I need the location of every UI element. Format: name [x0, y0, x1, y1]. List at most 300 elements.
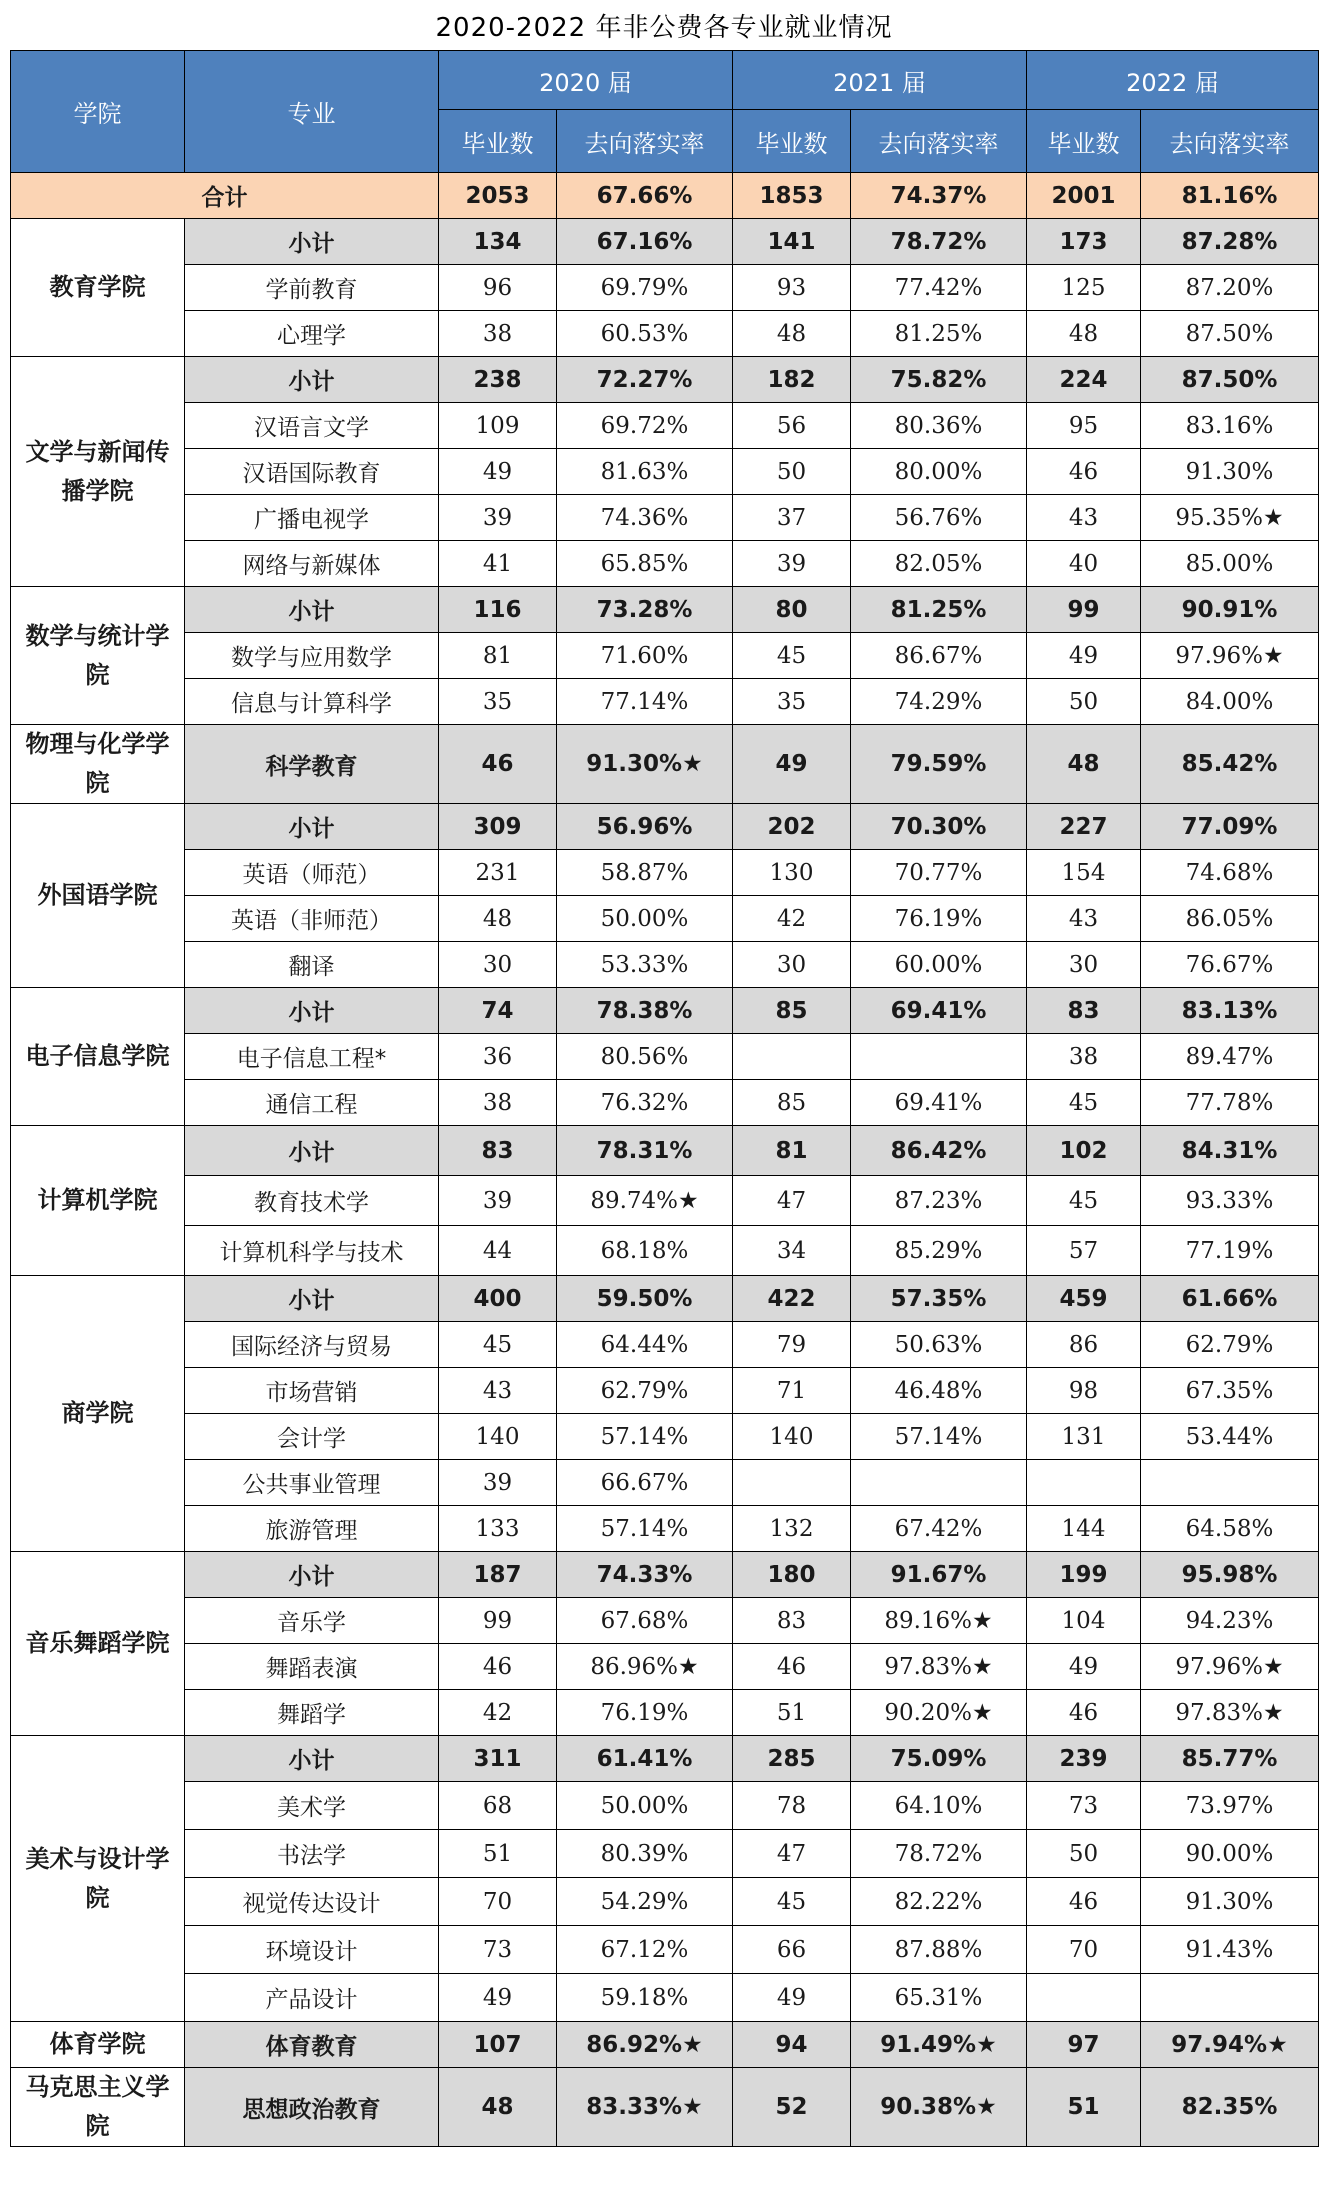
graduates-cell: [733, 1034, 851, 1080]
graduates-cell: 83: [439, 1126, 557, 1176]
major-name: 信息与计算科学: [185, 679, 439, 725]
graduates-cell: 30: [1027, 942, 1141, 988]
rate-cell: 78.72%: [851, 1830, 1027, 1878]
table-row: [11, 633, 1319, 679]
rate-cell: 87.20%: [1141, 265, 1319, 311]
header-year-2022: 2022 届: [1027, 51, 1319, 110]
table-row: [11, 2068, 1319, 2147]
rate-cell: 91.49%★: [851, 2022, 1027, 2068]
table-row: [11, 587, 1319, 633]
total-value: 1853: [733, 173, 851, 219]
rate-cell: 91.30%: [1141, 1878, 1319, 1926]
rate-cell: 86.67%: [851, 633, 1027, 679]
rate-cell: 86.42%: [851, 1126, 1027, 1176]
table-row: [11, 1368, 1319, 1414]
header-year-2020: 2020 届: [439, 51, 733, 110]
graduates-cell: 187: [439, 1552, 557, 1598]
graduates-cell: 173: [1027, 219, 1141, 265]
graduates-cell: 83: [1027, 988, 1141, 1034]
table-row: [11, 1126, 1319, 1176]
rate-cell: 68.18%: [557, 1226, 733, 1276]
rate-cell: 67.16%: [557, 219, 733, 265]
graduates-cell: 38: [439, 311, 557, 357]
graduates-cell: 51: [439, 1830, 557, 1878]
table-row: [11, 1974, 1319, 2022]
major-name: 数学与应用数学: [185, 633, 439, 679]
rate-cell: 90.91%: [1141, 587, 1319, 633]
graduates-cell: 49: [439, 449, 557, 495]
rate-cell: 87.50%: [1141, 311, 1319, 357]
table-row: [11, 850, 1319, 896]
major-name: 电子信息工程*: [185, 1034, 439, 1080]
rate-cell: 85.77%: [1141, 1736, 1319, 1782]
rate-cell: 81.25%: [851, 587, 1027, 633]
graduates-cell: 49: [439, 1974, 557, 2022]
rate-cell: 91.43%: [1141, 1926, 1319, 1974]
graduates-cell: 422: [733, 1276, 851, 1322]
graduates-cell: 70: [439, 1878, 557, 1926]
rate-cell: 61.66%: [1141, 1276, 1319, 1322]
graduates-cell: [1027, 1460, 1141, 1506]
table-row: [11, 1644, 1319, 1690]
rate-cell: 77.78%: [1141, 1080, 1319, 1126]
major-name: 书法学: [185, 1830, 439, 1878]
graduates-cell: 51: [1027, 2068, 1141, 2147]
graduates-cell: 98: [1027, 1368, 1141, 1414]
major-name: 心理学: [185, 311, 439, 357]
rate-cell: 91.30%★: [557, 725, 733, 804]
major-name: 广播电视学: [185, 495, 439, 541]
major-name: 市场营销: [185, 1368, 439, 1414]
rate-cell: 85.42%: [1141, 725, 1319, 804]
graduates-cell: 125: [1027, 265, 1141, 311]
rate-cell: 81.25%: [851, 311, 1027, 357]
rate-cell: 77.09%: [1141, 804, 1319, 850]
graduates-cell: 199: [1027, 1552, 1141, 1598]
major-name: 计算机科学与技术: [185, 1226, 439, 1276]
rate-cell: 97.96%★: [1141, 1644, 1319, 1690]
subtotal-label: 小计: [185, 219, 439, 265]
graduates-cell: [733, 1460, 851, 1506]
table-row: [11, 679, 1319, 725]
graduates-cell: 42: [439, 1690, 557, 1736]
rate-cell: 53.44%: [1141, 1414, 1319, 1460]
rate-cell: 77.19%: [1141, 1226, 1319, 1276]
college-name: 数学与统计学院: [11, 587, 185, 725]
rate-cell: 80.39%: [557, 1830, 733, 1878]
subtotal-label: 小计: [185, 988, 439, 1034]
rate-cell: 70.30%: [851, 804, 1027, 850]
rate-cell: [851, 1460, 1027, 1506]
subtotal-label: 小计: [185, 357, 439, 403]
rate-cell: 77.14%: [557, 679, 733, 725]
table-row: [11, 725, 1319, 804]
rate-cell: 82.05%: [851, 541, 1027, 587]
rate-cell: 69.41%: [851, 1080, 1027, 1126]
rate-cell: 57.14%: [851, 1414, 1027, 1460]
graduates-cell: 39: [733, 541, 851, 587]
table-row: [11, 1322, 1319, 1368]
graduates-cell: 48: [1027, 725, 1141, 804]
rate-cell: 66.67%: [557, 1460, 733, 1506]
major-name: 视觉传达设计: [185, 1878, 439, 1926]
major-name: 汉语国际教育: [185, 449, 439, 495]
rate-cell: 76.19%: [851, 896, 1027, 942]
college-name: 体育学院: [11, 2022, 185, 2068]
rate-cell: 85.29%: [851, 1226, 1027, 1276]
rate-cell: 64.58%: [1141, 1506, 1319, 1552]
graduates-cell: 45: [1027, 1176, 1141, 1226]
major-name: 网络与新媒体: [185, 541, 439, 587]
graduates-cell: 144: [1027, 1506, 1141, 1552]
graduates-cell: 238: [439, 357, 557, 403]
table-row: [11, 495, 1319, 541]
graduates-cell: 81: [439, 633, 557, 679]
rate-cell: 65.85%: [557, 541, 733, 587]
rate-cell: 86.05%: [1141, 896, 1319, 942]
graduates-cell: 46: [1027, 449, 1141, 495]
graduates-cell: 132: [733, 1506, 851, 1552]
graduates-cell: 86: [1027, 1322, 1141, 1368]
rate-cell: 79.59%: [851, 725, 1027, 804]
graduates-cell: [1027, 1974, 1141, 2022]
graduates-cell: 45: [733, 1878, 851, 1926]
rate-cell: 76.19%: [557, 1690, 733, 1736]
rate-cell: 80.56%: [557, 1034, 733, 1080]
rate-cell: 56.96%: [557, 804, 733, 850]
subtotal-label: 小计: [185, 1126, 439, 1176]
rate-cell: 83.16%: [1141, 403, 1319, 449]
graduates-cell: 47: [733, 1830, 851, 1878]
rate-cell: 80.00%: [851, 449, 1027, 495]
header-rate: 去向落实率: [851, 110, 1027, 173]
rate-cell: 97.83%★: [1141, 1690, 1319, 1736]
rate-cell: 74.36%: [557, 495, 733, 541]
rate-cell: 74.29%: [851, 679, 1027, 725]
graduates-cell: 224: [1027, 357, 1141, 403]
total-value: 67.66%: [557, 173, 733, 219]
major-name: 国际经济与贸易: [185, 1322, 439, 1368]
college-name: 教育学院: [11, 219, 185, 357]
header-year-2021: 2021 届: [733, 51, 1027, 110]
graduates-cell: 104: [1027, 1598, 1141, 1644]
total-value: 81.16%: [1141, 173, 1319, 219]
graduates-cell: 71: [733, 1368, 851, 1414]
college-name: 电子信息学院: [11, 988, 185, 1126]
graduates-cell: 51: [733, 1690, 851, 1736]
rate-cell: 50.63%: [851, 1322, 1027, 1368]
table-row: [11, 2022, 1319, 2068]
graduates-cell: 36: [439, 1034, 557, 1080]
major-name: 产品设计: [185, 1974, 439, 2022]
rate-cell: [851, 1034, 1027, 1080]
graduates-cell: 459: [1027, 1276, 1141, 1322]
table-row: [11, 1782, 1319, 1830]
graduates-cell: 97: [1027, 2022, 1141, 2068]
rate-cell: 53.33%: [557, 942, 733, 988]
rate-cell: 58.87%: [557, 850, 733, 896]
major-name: 舞蹈表演: [185, 1644, 439, 1690]
rate-cell: 97.96%★: [1141, 633, 1319, 679]
graduates-cell: 154: [1027, 850, 1141, 896]
graduates-cell: 44: [439, 1226, 557, 1276]
graduates-cell: 99: [1027, 587, 1141, 633]
graduates-cell: 39: [439, 1176, 557, 1226]
graduates-cell: 227: [1027, 804, 1141, 850]
graduates-cell: 93: [733, 265, 851, 311]
graduates-cell: 49: [733, 725, 851, 804]
college-name: 文学与新闻传播学院: [11, 357, 185, 587]
graduates-cell: 109: [439, 403, 557, 449]
header-graduates: 毕业数: [733, 110, 851, 173]
rate-cell: 73.97%: [1141, 1782, 1319, 1830]
table-row: [11, 265, 1319, 311]
table-row: [11, 541, 1319, 587]
graduates-cell: 99: [439, 1598, 557, 1644]
rate-cell: 57.35%: [851, 1276, 1027, 1322]
rate-cell: 95.35%★: [1141, 495, 1319, 541]
rate-cell: 89.16%★: [851, 1598, 1027, 1644]
major-name: 教育技术学: [185, 1176, 439, 1226]
table-row: [11, 896, 1319, 942]
college-name: 物理与化学学院: [11, 725, 185, 804]
graduates-cell: 140: [439, 1414, 557, 1460]
graduates-cell: 39: [439, 495, 557, 541]
major-name: 舞蹈学: [185, 1690, 439, 1736]
total-value: 74.37%: [851, 173, 1027, 219]
header-rate: 去向落实率: [557, 110, 733, 173]
rate-cell: 57.14%: [557, 1506, 733, 1552]
graduates-cell: 85: [733, 1080, 851, 1126]
table-row: [11, 1080, 1319, 1126]
graduates-cell: 78: [733, 1782, 851, 1830]
table-row: [11, 357, 1319, 403]
header-rate: 去向落实率: [1141, 110, 1319, 173]
table-row: [11, 1276, 1319, 1322]
major-name: 公共事业管理: [185, 1460, 439, 1506]
total-value: 2001: [1027, 173, 1141, 219]
graduates-cell: 43: [439, 1368, 557, 1414]
graduates-cell: 30: [733, 942, 851, 988]
graduates-cell: 56: [733, 403, 851, 449]
graduates-cell: 102: [1027, 1126, 1141, 1176]
rate-cell: 76.32%: [557, 1080, 733, 1126]
graduates-cell: 140: [733, 1414, 851, 1460]
graduates-cell: 73: [439, 1926, 557, 1974]
graduates-cell: 47: [733, 1176, 851, 1226]
table-row: [11, 1926, 1319, 1974]
rate-cell: 74.33%: [557, 1552, 733, 1598]
graduates-cell: 96: [439, 265, 557, 311]
major-name: 学前教育: [185, 265, 439, 311]
rate-cell: 87.28%: [1141, 219, 1319, 265]
rate-cell: 90.00%: [1141, 1830, 1319, 1878]
table-row: [11, 219, 1319, 265]
graduates-cell: 107: [439, 2022, 557, 2068]
graduates-cell: 309: [439, 804, 557, 850]
rate-cell: 67.12%: [557, 1926, 733, 1974]
rate-cell: [1141, 1974, 1319, 2022]
rate-cell: 75.09%: [851, 1736, 1027, 1782]
subtotal-label: 小计: [185, 1552, 439, 1598]
rate-cell: 69.72%: [557, 403, 733, 449]
rate-cell: 91.67%: [851, 1552, 1027, 1598]
rate-cell: 77.42%: [851, 265, 1027, 311]
graduates-cell: 40: [1027, 541, 1141, 587]
rate-cell: 61.41%: [557, 1736, 733, 1782]
table-row: [11, 1598, 1319, 1644]
graduates-cell: 37: [733, 495, 851, 541]
graduates-cell: 35: [733, 679, 851, 725]
rate-cell: 89.47%: [1141, 1034, 1319, 1080]
graduates-cell: 231: [439, 850, 557, 896]
table-row: [11, 804, 1319, 850]
rate-cell: 87.88%: [851, 1926, 1027, 1974]
subtotal-label: 思想政治教育: [185, 2068, 439, 2147]
major-name: 环境设计: [185, 1926, 439, 1974]
graduates-cell: 34: [733, 1226, 851, 1276]
graduates-cell: 50: [1027, 1830, 1141, 1878]
graduates-cell: 46: [439, 1644, 557, 1690]
rate-cell: 85.00%: [1141, 541, 1319, 587]
graduates-cell: 285: [733, 1736, 851, 1782]
major-name: 英语（师范）: [185, 850, 439, 896]
subtotal-label: 科学教育: [185, 725, 439, 804]
graduates-cell: 57: [1027, 1226, 1141, 1276]
table-row: [11, 1506, 1319, 1552]
rate-cell: 67.42%: [851, 1506, 1027, 1552]
rate-cell: 74.68%: [1141, 850, 1319, 896]
rate-cell: 46.48%: [851, 1368, 1027, 1414]
graduates-cell: 239: [1027, 1736, 1141, 1782]
graduates-cell: 48: [733, 311, 851, 357]
rate-cell: 82.35%: [1141, 2068, 1319, 2147]
graduates-cell: 35: [439, 679, 557, 725]
graduates-cell: 66: [733, 1926, 851, 1974]
table-row: [11, 1690, 1319, 1736]
rate-cell: 80.36%: [851, 403, 1027, 449]
header-graduates: 毕业数: [1027, 110, 1141, 173]
graduates-cell: 182: [733, 357, 851, 403]
rate-cell: 81.63%: [557, 449, 733, 495]
major-name: 美术学: [185, 1782, 439, 1830]
graduates-cell: 180: [733, 1552, 851, 1598]
major-name: 汉语言文学: [185, 403, 439, 449]
total-value: 2053: [439, 173, 557, 219]
table-row: [11, 988, 1319, 1034]
total-label: 合计: [11, 173, 439, 219]
rate-cell: 50.00%: [557, 896, 733, 942]
rate-cell: 83.13%: [1141, 988, 1319, 1034]
graduates-cell: 48: [1027, 311, 1141, 357]
subtotal-label: 小计: [185, 1736, 439, 1782]
header-graduates: 毕业数: [439, 110, 557, 173]
table-row: [11, 1460, 1319, 1506]
rate-cell: 87.23%: [851, 1176, 1027, 1226]
table-row: [11, 1878, 1319, 1926]
major-name: 通信工程: [185, 1080, 439, 1126]
rate-cell: 50.00%: [557, 1782, 733, 1830]
rate-cell: 84.00%: [1141, 679, 1319, 725]
rate-cell: 95.98%: [1141, 1552, 1319, 1598]
graduates-cell: 49: [733, 1974, 851, 2022]
header-major: 专业: [185, 51, 439, 173]
rate-cell: 54.29%: [557, 1878, 733, 1926]
graduates-cell: 30: [439, 942, 557, 988]
table-row: [11, 1176, 1319, 1226]
graduates-cell: 41: [439, 541, 557, 587]
graduates-cell: 131: [1027, 1414, 1141, 1460]
college-name: 商学院: [11, 1276, 185, 1552]
college-name: 外国语学院: [11, 804, 185, 988]
rate-cell: 69.41%: [851, 988, 1027, 1034]
rate-cell: 70.77%: [851, 850, 1027, 896]
graduates-cell: 94: [733, 2022, 851, 2068]
rate-cell: 64.44%: [557, 1322, 733, 1368]
graduates-cell: 95: [1027, 403, 1141, 449]
rate-cell: 82.22%: [851, 1878, 1027, 1926]
subtotal-label: 体育教育: [185, 2022, 439, 2068]
college-name: 音乐舞蹈学院: [11, 1552, 185, 1736]
rate-cell: 57.14%: [557, 1414, 733, 1460]
subtotal-label: 小计: [185, 1276, 439, 1322]
table-row: [11, 942, 1319, 988]
major-name: 会计学: [185, 1414, 439, 1460]
graduates-cell: 45: [439, 1322, 557, 1368]
rate-cell: 60.53%: [557, 311, 733, 357]
graduates-cell: 68: [439, 1782, 557, 1830]
table-row: [11, 403, 1319, 449]
subtotal-label: 小计: [185, 587, 439, 633]
college-name: 马克思主义学院: [11, 2068, 185, 2147]
rate-cell: 65.31%: [851, 1974, 1027, 2022]
graduates-cell: 45: [1027, 1080, 1141, 1126]
graduates-cell: 80: [733, 587, 851, 633]
rate-cell: 90.20%★: [851, 1690, 1027, 1736]
graduates-cell: 400: [439, 1276, 557, 1322]
rate-cell: 59.50%: [557, 1276, 733, 1322]
graduates-cell: 81: [733, 1126, 851, 1176]
rate-cell: 93.33%: [1141, 1176, 1319, 1226]
rate-cell: 87.50%: [1141, 357, 1319, 403]
table-row: [11, 449, 1319, 495]
rate-cell: [1141, 1460, 1319, 1506]
rate-cell: 73.28%: [557, 587, 733, 633]
college-name: 计算机学院: [11, 1126, 185, 1276]
graduates-cell: 48: [439, 2068, 557, 2147]
graduates-cell: 202: [733, 804, 851, 850]
rate-cell: 86.92%★: [557, 2022, 733, 2068]
rate-cell: 78.31%: [557, 1126, 733, 1176]
total-row: [11, 173, 1319, 219]
graduates-cell: 130: [733, 850, 851, 896]
graduates-cell: 133: [439, 1506, 557, 1552]
major-name: 旅游管理: [185, 1506, 439, 1552]
graduates-cell: 74: [439, 988, 557, 1034]
graduates-cell: 79: [733, 1322, 851, 1368]
rate-cell: 84.31%: [1141, 1126, 1319, 1176]
graduates-cell: 38: [439, 1080, 557, 1126]
rate-cell: 69.79%: [557, 265, 733, 311]
graduates-cell: 134: [439, 219, 557, 265]
major-name: 英语（非师范）: [185, 896, 439, 942]
rate-cell: 62.79%: [557, 1368, 733, 1414]
graduates-cell: 52: [733, 2068, 851, 2147]
table-row: [11, 1226, 1319, 1276]
major-name: 翻译: [185, 942, 439, 988]
rate-cell: 71.60%: [557, 633, 733, 679]
table-row: [11, 1414, 1319, 1460]
